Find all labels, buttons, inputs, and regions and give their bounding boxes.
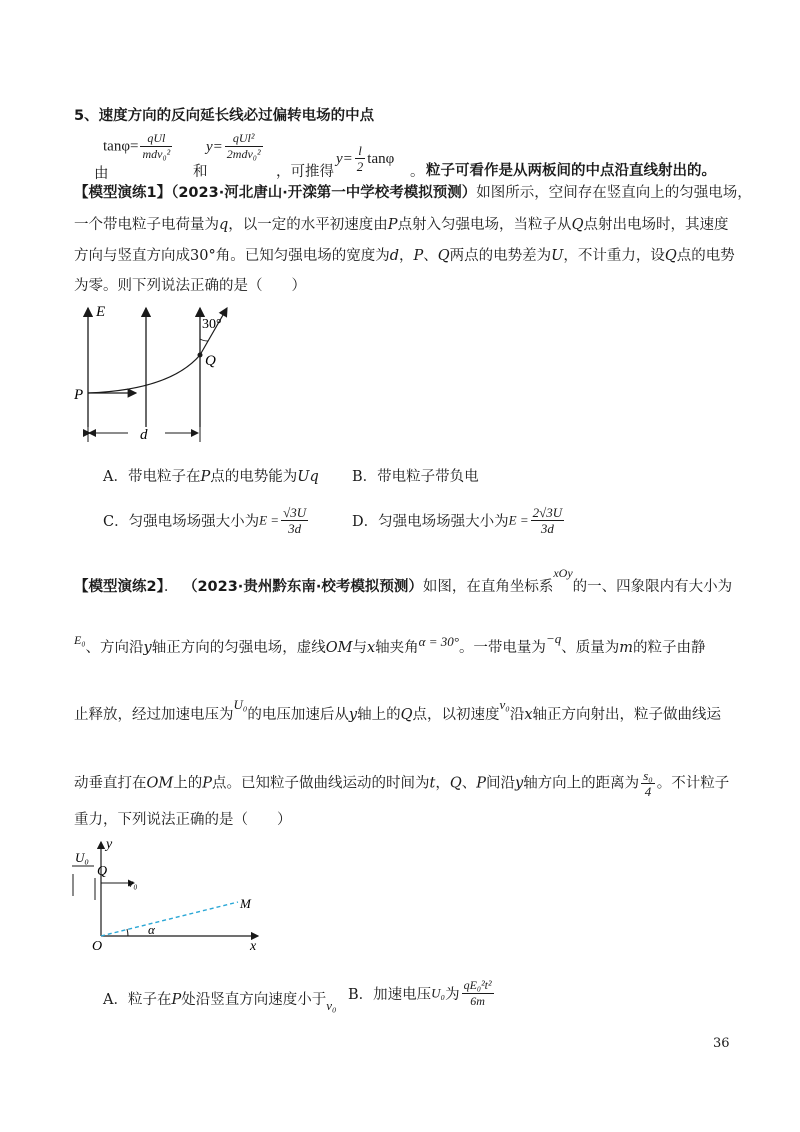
q1-line-2: 一个带电粒子电荷量为q，以一定的水平初速度由P点射入匀强电场，当粒子从Q点射出电场时，其速度 <box>74 217 729 233</box>
label-Q: Q <box>205 353 216 369</box>
page-number: 36 <box>713 1036 730 1051</box>
q2-option-B[interactable]: B．加速电压U₀为 $\frac{\text{qE₀²t²}}{6m}$ <box>348 978 492 1008</box>
q2-line-2: $^{E_0}$、方向沿y轴正方向的匀强电场，虚线OM与x轴夹角α = 30°。一带电量为−q、质量为m的粒子由静 <box>74 631 706 656</box>
formula-y: y= $\frac{\text{qUl²}}{\text{2mdv₀²}}$ <box>206 131 261 161</box>
angle-arc <box>200 339 208 341</box>
label-alpha: α <box>148 922 155 937</box>
formula-y-tan: y= $\frac{l}{2}$ tanφ <box>336 143 395 174</box>
derivation-prefix: 由 <box>94 166 109 182</box>
label-angle: 30° <box>202 317 222 332</box>
q1-field-figure <box>70 302 240 452</box>
q2-option-A[interactable]: A．粒子在P处沿竖直方向速度小于v₀ <box>103 992 337 1013</box>
label-v0: v₀ <box>128 876 138 890</box>
q2-line-3: 止释放，经过加速电压为U₀的电压加速后从y轴上的Q点，以初速度v₀沿x轴正方向射出，粒子做曲线运 <box>74 697 721 723</box>
derivation-mid: ，可推得 <box>276 164 334 180</box>
derivation-and: 和 <box>193 164 208 180</box>
q2-line-5: 重力，下列说法正确的是（ ） <box>74 812 292 828</box>
derivation-tail: 。 <box>410 164 425 180</box>
q2-coordinate-figure <box>68 838 268 956</box>
derivation-line: tanφ= $\frac{\text{qUl}}{\text{mdv₀²}}$ <box>103 131 171 161</box>
label-x: x <box>250 939 257 954</box>
q2-line-1: 【模型演练2】． （2023·贵州黔东南·校考模拟预测）如图，在直角坐标系$^{xOy}$的一、四象限内有大小为 <box>74 566 733 595</box>
label-M: M <box>240 896 251 911</box>
q1-line-3: 方向与竖直方向成30°角。已知匀强电场的宽度为d，P、Q两点的电势差为U，不计重力，设Q点的电势 <box>74 248 735 264</box>
label-y: y <box>106 838 113 852</box>
q1-option-D[interactable]: D．匀强电场场强大小为E = $\frac{2√3U}{3d}$ <box>352 505 563 536</box>
label-E: E <box>96 304 106 320</box>
derivation-conclusion: 粒子可看作是从两板间的中点沿直线射出的。 <box>426 163 716 179</box>
q2-line-4: 动垂直打在OM上的P点。已知粒子做曲线运动的时间为t，Q、P间沿y轴方向上的距离为 $\frac{\text{s₀}}{4}$ 。不计粒子 <box>74 768 730 799</box>
section-heading: 5、速度方向的反向延长线必过偏转电场的中点 <box>74 108 375 124</box>
label-Q: Q <box>97 864 108 879</box>
label-P: P <box>74 387 84 403</box>
label-d: d <box>140 427 148 443</box>
trajectory-curve <box>88 355 200 393</box>
label-U0: U₀ <box>75 850 89 865</box>
point-Q <box>198 353 203 358</box>
alpha-arc <box>127 929 128 936</box>
line-OM <box>101 902 238 936</box>
label-O: O <box>92 939 103 954</box>
q1-option-B[interactable]: B．带电粒子带负电 <box>352 469 479 485</box>
q1-option-A[interactable]: A．带电粒子在P点的电势能为Uq <box>103 469 319 485</box>
q1-option-C[interactable]: C．匀强电场场强大小为E = $\frac{√3U}{3d}$ <box>103 505 307 536</box>
q1-line-1: 【模型演练1】（2023·河北唐山·开滦第一中学校考模拟预测）如图所示，空间存在竖直向上的匀强电场， <box>74 185 752 201</box>
q1-line-4: 为零。则下列说法正确的是（ ） <box>74 278 306 294</box>
